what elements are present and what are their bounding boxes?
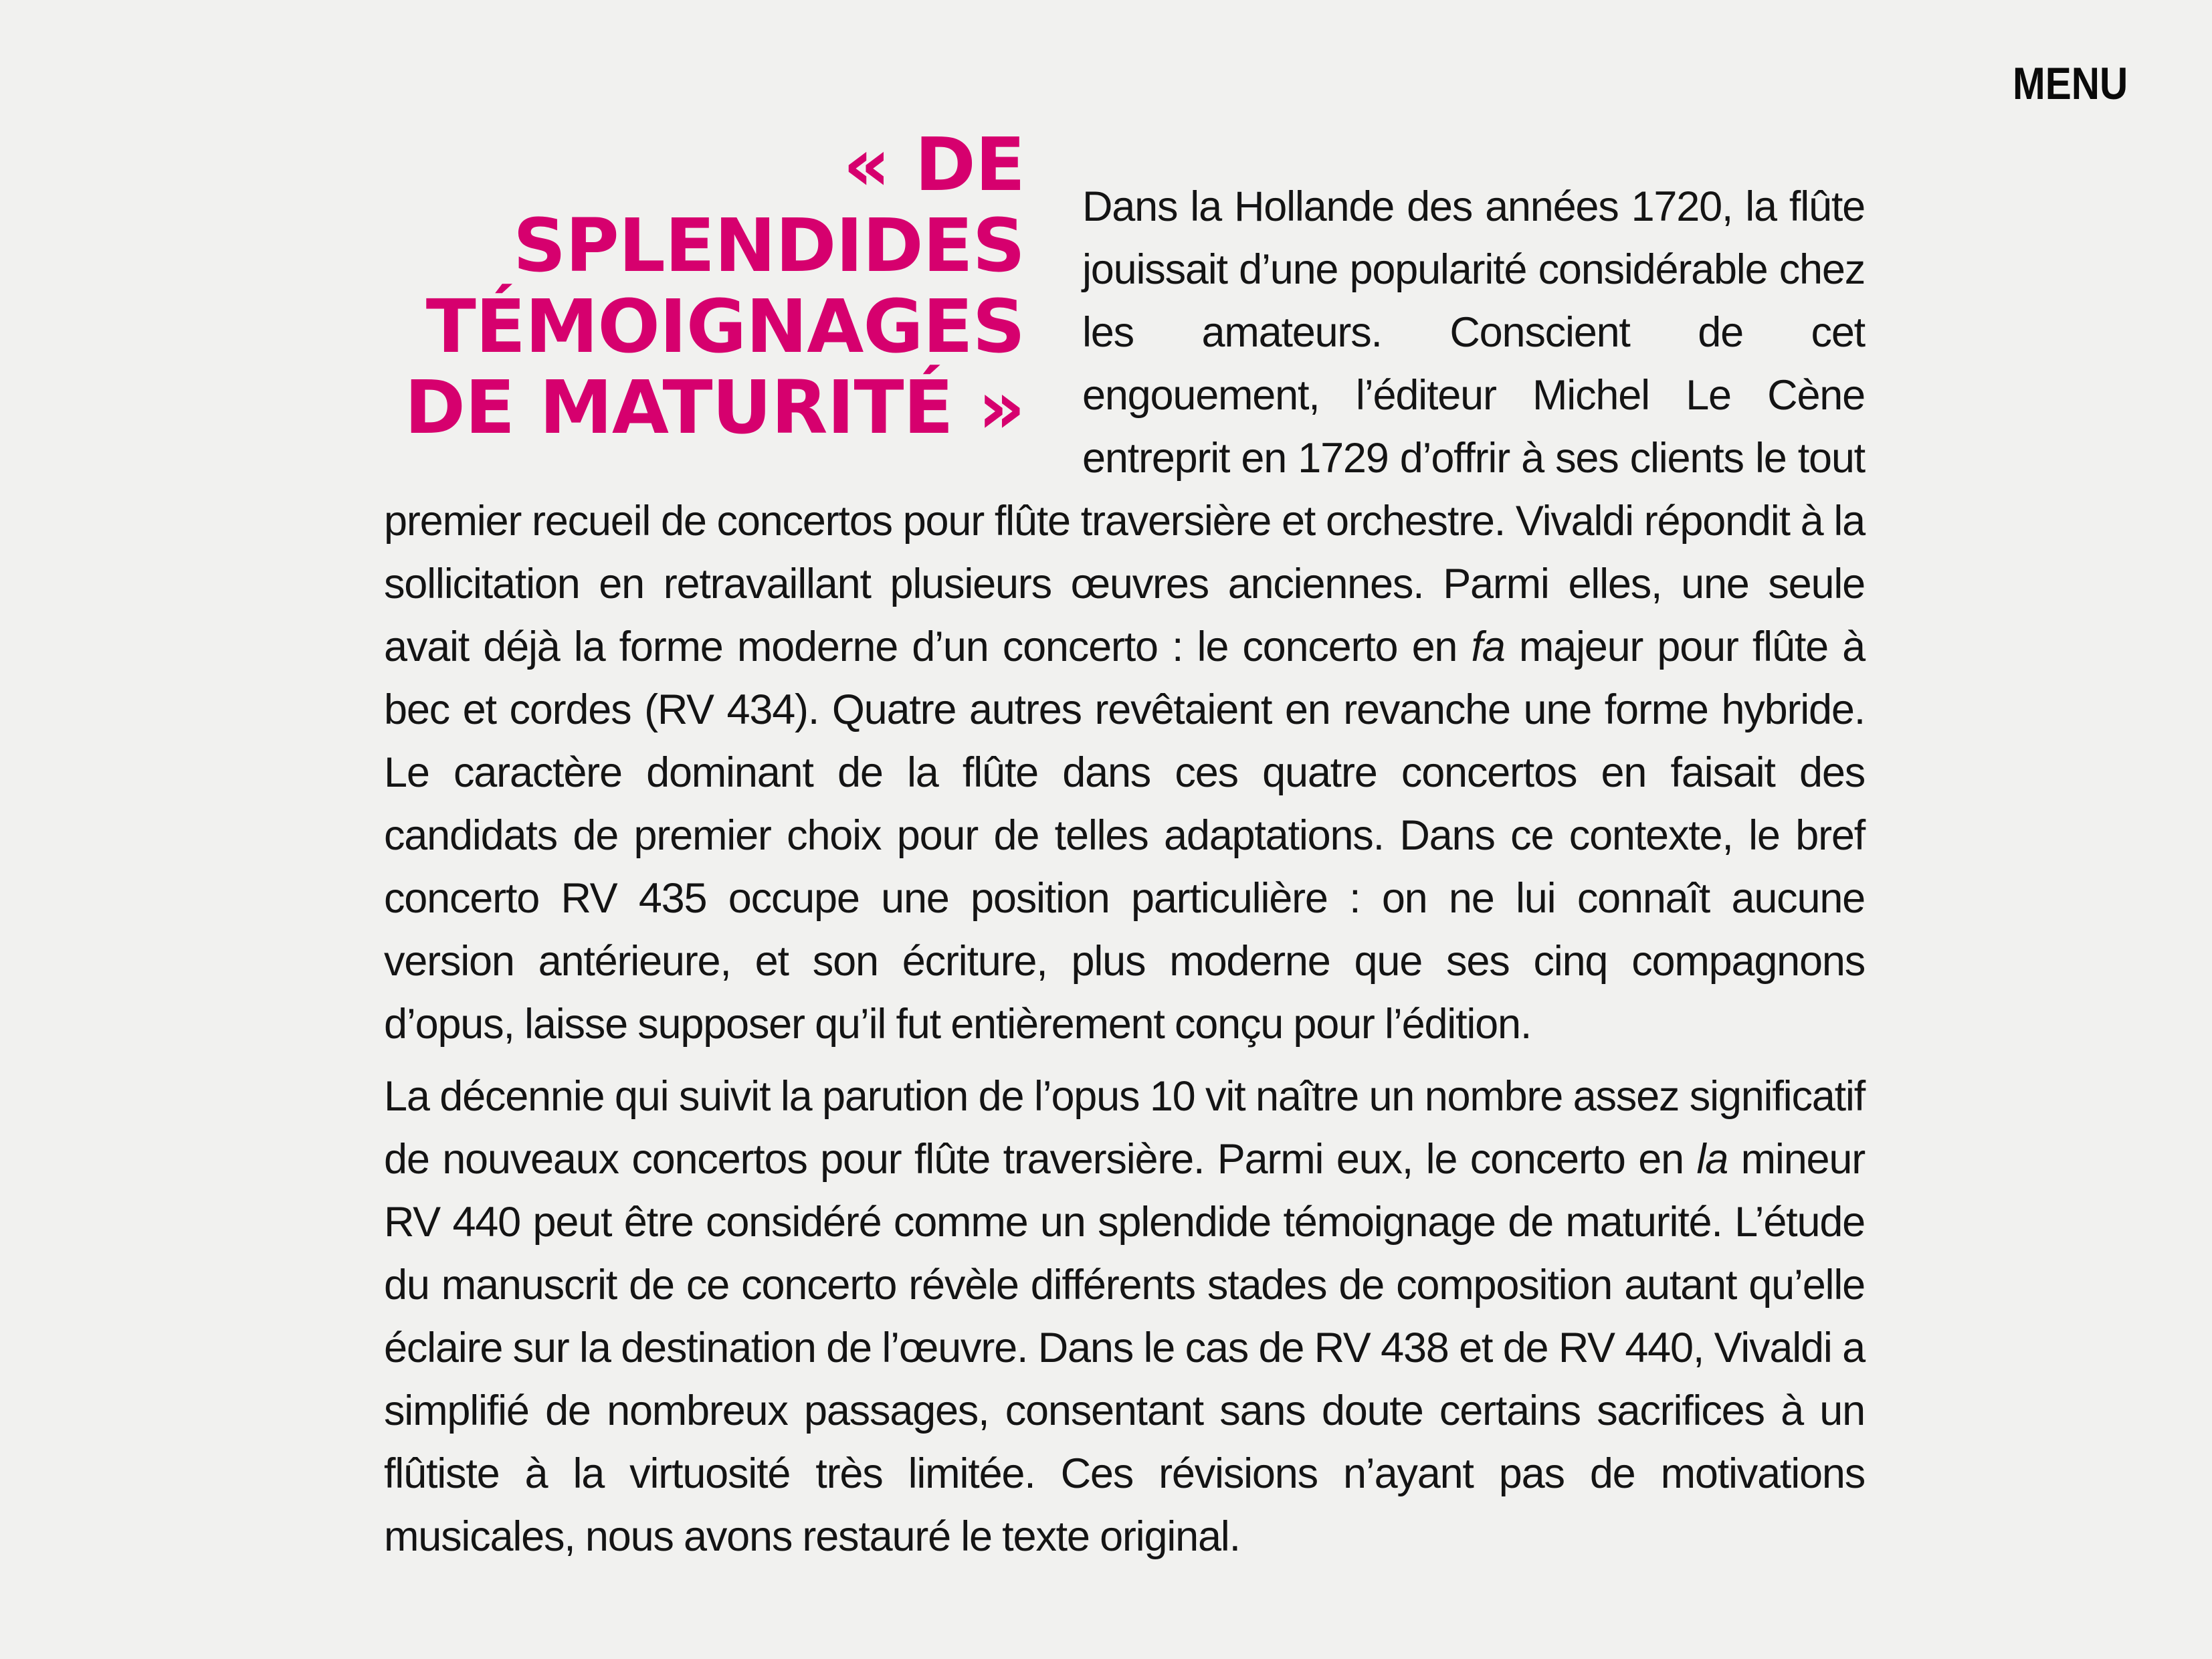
italic-key: la bbox=[1696, 1136, 1728, 1183]
pull-quote-line: TÉMOIGNAGES bbox=[425, 284, 1025, 369]
pull-quote-line: SPLENDIDES bbox=[512, 203, 1025, 288]
paragraph-text: majeur pour flûte à bec et cordes (RV 434). Quatre autres revêtaient en revanche une forme hybride. Le caractère dominant de la flûte dans ces quatre concertos en faisait des candidats de premier choix pour de telles adaptations. Dans ce contexte, le bref concerto RV 435 occupe une position particulière : on ne lui connaît aucune version antérieure, et son écriture, plus moderne que ses cinq compagnons d’opus, laisse supposer qu’il fut entièrement conçu pour l’édition. bbox=[384, 623, 1865, 1048]
pull-quote-line: DE MATURITÉ » bbox=[404, 365, 1025, 450]
paragraph-text: mineur RV 440 peut être considéré comme un splendide témoignage de maturité. L’étude du manuscrit de ce concerto révèle différents stades de composition autant qu’elle éclaire sur la destination de l’œuvre. Dans le cas de RV 438 et de RV 440, Vivaldi a simplifié de nombreux passages, consentant sans doute certains sacrifices à un flûtiste à la virtuosité très limitée. Ces révisions n’ayant pas de motivations musicales, nous avons restauré le texte original. bbox=[384, 1136, 1866, 1560]
paragraph-text: Dans la Hollande des années 1720, la flûte jouissait d’une popularité considérable chez les amateurs. Conscient de cet engouement, l’éditeur Michel Le Cène entreprit en 1729 d’offrir à ses clients le tout premier recueil de concertos pour flûte traversière et orchestre. Vivaldi répondit à la sollicitation en retravaillant plusieurs œuvres anciennes. Parmi elles, une seule avait déjà la forme moderne d’un concerto : le concerto en bbox=[384, 183, 1865, 670]
pull-quote-line: « DE bbox=[843, 122, 1025, 207]
article bbox=[384, 124, 1865, 1568]
paragraph bbox=[384, 1065, 1865, 1568]
menu-button[interactable]: MENU bbox=[2012, 58, 2128, 109]
pull-quote bbox=[384, 124, 1025, 448]
paragraph-text: La décennie qui suivit la parution de l’opus 10 vit naître un nombre assez significatif de nouveaux concertos pour flûte traversière. Parmi eux, le concerto en bbox=[384, 1073, 1865, 1183]
italic-key: fa bbox=[1471, 623, 1505, 670]
